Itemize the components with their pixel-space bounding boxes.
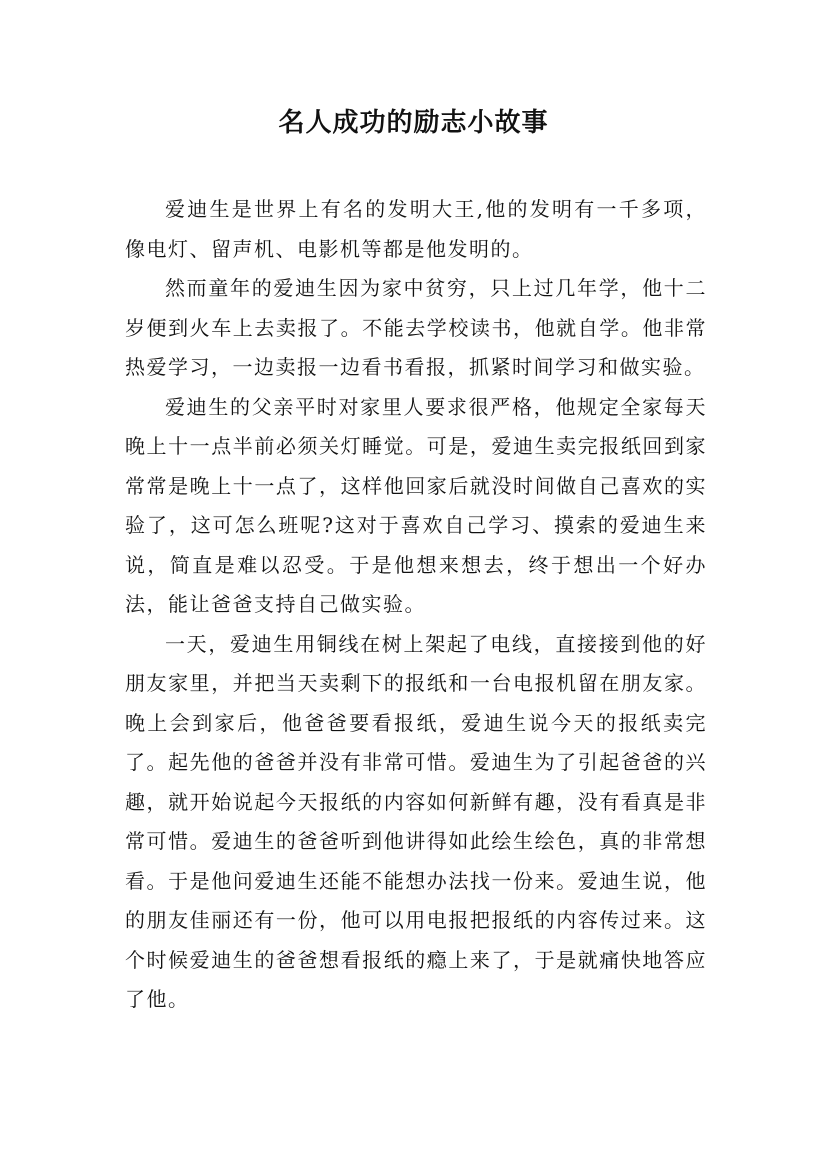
paragraph-3: 爱迪生的父亲平时对家里人要求很严格，他规定全家每天晚上十一点半前必须关灯睡觉。可是，爱迪生卖完报纸回到家常常是晚上十一点了，这样他回家后就没时间做自己喜欢的实验了，这可怎么班呢?这对于喜欢自己学习、摸索的爱迪生来说，简直是难以忍受。于是他想来想去，终于想出一个好办法，能让爸爸支持自己做实验。 bbox=[125, 394, 707, 616]
paragraph-1: 爱迪生是世界上有名的发明大王,他的发明有一千多项，像电灯、留声机、电影机等都是他发明的。 bbox=[125, 197, 707, 261]
paragraph-2: 然而童年的爱迪生因为家中贫穷，只上过几年学，他十二岁便到火车上去卖报了。不能去学校读书，他就自学。他非常热爱学习，一边卖报一边看书看报，抓紧时间学习和做实验。 bbox=[125, 276, 707, 379]
paragraph-4: 一天，爱迪生用铜线在树上架起了电线，直接接到他的好朋友家里，并把当天卖剩下的报纸和一台电报机留在朋友家。晚上会到家后，他爸爸要看报纸，爱迪生说今天的报纸卖完了。起先他的爸爸并没有非常可惜。爱迪生为了引起爸爸的兴趣，就开始说起今天报纸的内容如何新鲜有趣，没有看真是非常可惜。爱迪生的爸爸听到他讲得如此绘生绘色，真的非常想看。于是他问爱迪生还能不能想办法找一份来。爱迪生说，他的朋友佳丽还有一份，他可以用电报把报纸的内容传过来。这个时候爱迪生的爸爸想看报纸的瘾上来了，于是就痛快地答应了他。 bbox=[125, 631, 707, 1011]
document-title: 名人成功的励志小故事 bbox=[278, 108, 549, 138]
document-body bbox=[125, 190, 707, 1020]
